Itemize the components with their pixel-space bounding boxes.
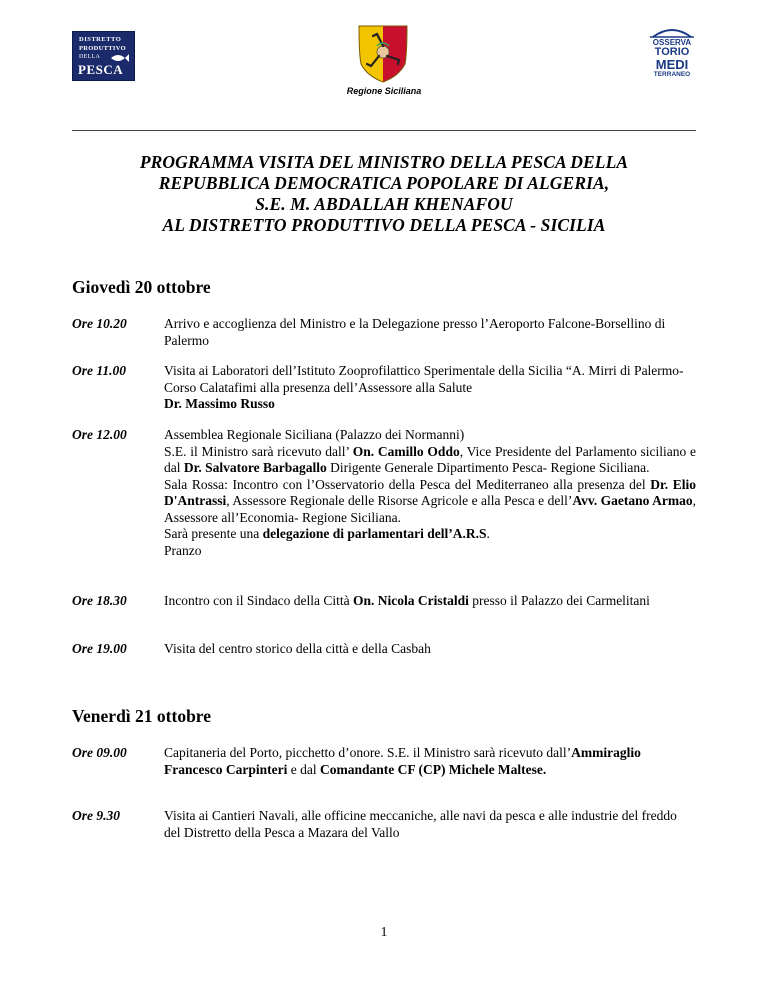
trinacria-shield-icon — [357, 24, 409, 84]
title-line-4: AL DISTRETTO PRODUTTIVO DELLA PESCA - SICILIA — [162, 215, 606, 235]
page-number: 1 — [380, 924, 388, 939]
logo-right-line3: MEDI — [655, 57, 689, 72]
entry-paragraph: Sala Rossa: Incontro con l’Osservatorio della Pesca del Mediterraneo alla presenza del Dr. Elio D'Antrassi, Assessore Regionale delle Risorse Agricole e alla Pesca e dell’Avv. Gaetano Armao, Assessore all’Economia- Regione Siciliana. — [164, 476, 696, 525]
entry-time: Ore 9.30 — [72, 808, 120, 823]
dome-icon — [647, 26, 697, 38]
entry-time: Ore 19.00 — [72, 641, 127, 656]
entry-description: Arrivo e accoglienza del Ministro e la Delegazione presso l’Aeroporto Falcone-Borsellino di Palermo — [164, 316, 666, 348]
logo-left-line4: PESCA — [78, 62, 124, 77]
entry-description — [164, 427, 696, 559]
entry-time: Ore 10.20 — [72, 316, 127, 331]
entry-description: Visita ai Cantieri Navali, alle officine meccaniche, alle navi da pesca e alle industrie del freddo del Distretto della Pesca a Mazara del Vallo — [164, 808, 677, 840]
entry-description: Capitaneria del Porto, picchetto d’onore. S.E. il Ministro sarà ricevuto dall’Ammiraglio Francesco Carpinteri e dal Comandante CF (CP) Michele Maltese. — [164, 745, 641, 777]
logo-right-line4: TERRANEO — [653, 71, 691, 78]
region-caption: Regione Siciliana — [346, 86, 422, 96]
title-line-1: PROGRAMMA VISITA DEL MINISTRO DELLA PESCA DELLA — [139, 152, 629, 172]
document-title — [72, 152, 696, 236]
logo-left-line3: DELLA — [79, 54, 101, 60]
entry-description: Visita del centro storico della città e della Casbah — [164, 641, 431, 656]
logo-left-line1: DISTRETTO — [79, 36, 122, 43]
logo-right-line1: OSSERVA — [652, 38, 692, 47]
entry-time: Ore 09.00 — [72, 745, 127, 760]
entry-time: Ore 11.00 — [72, 363, 126, 378]
day-heading-1: Giovedì 20 ottobre — [72, 277, 211, 297]
fish-icon — [110, 52, 130, 64]
title-line-2: REPUBBLICA DEMOCRATICA POPOLARE DI ALGERIA, — [158, 173, 610, 193]
day-heading-2: Venerdì 21 ottobre — [72, 706, 212, 726]
header-divider — [72, 130, 696, 131]
entry-paragraph: Assemblea Regionale Siciliana (Palazzo dei Normanni) — [164, 427, 465, 442]
entry-bold-name: Dr. Massimo Russo — [164, 396, 275, 411]
entry-paragraph: S.E. il Ministro sarà ricevuto dall’ On. Camillo Oddo, Vice Presidente del Parlamento siciliano e dal Dr. Salvatore Barbagallo Dirigente Generale Dipartimento Pesca- Regione Siciliana. — [164, 443, 697, 475]
entry-time: Ore 18.30 — [72, 593, 127, 608]
title-line-3: S.E. M. ABDALLAH KHENAFOU — [255, 194, 513, 214]
distretto-pesca-logo — [72, 31, 135, 81]
entry-text: Visita ai Laboratori dell’Istituto Zooprofilattico Sperimentale della Sicilia “A. Mirri di Palermo- Corso Calatafimi alla presenza dell’Assessore alla Salute — [164, 363, 684, 395]
entry-time: Ore 12.00 — [72, 427, 127, 442]
entry-paragraph: Pranzo — [164, 542, 202, 558]
logo-left-line2: PRODUTTIVO — [79, 45, 126, 52]
entry-paragraph: Sarà presente una delegazione di parlamentari dell’A.R.S. — [164, 526, 490, 541]
entry-description: Incontro con il Sindaco della Città On. Nicola Cristaldi presso il Palazzo dei Carmelitani — [164, 593, 650, 608]
logo-right-line2: TORIO — [654, 46, 690, 58]
entry-description — [164, 363, 696, 413]
osservatorio-logo — [647, 26, 697, 82]
